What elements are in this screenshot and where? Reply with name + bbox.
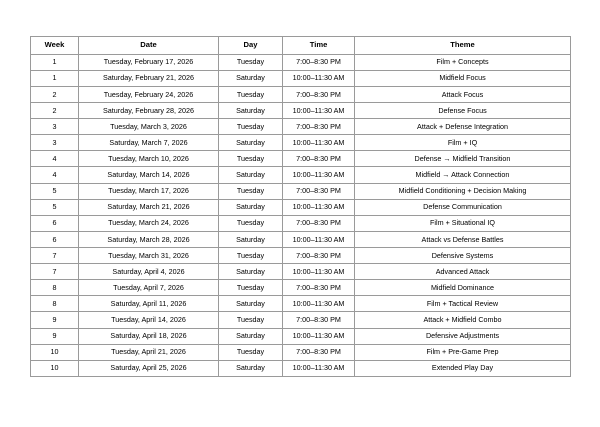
cell-time: 7:00–8:30 PM — [283, 344, 355, 360]
column-header-date: Date — [79, 37, 219, 55]
cell-theme: Film + IQ — [355, 135, 571, 151]
cell-date: Tuesday, March 17, 2026 — [79, 183, 219, 199]
cell-theme: Defense → Midfield Transition — [355, 151, 571, 167]
cell-date: Saturday, March 7, 2026 — [79, 135, 219, 151]
cell-theme: Film + Pre-Game Prep — [355, 344, 571, 360]
cell-day: Saturday — [219, 135, 283, 151]
cell-date: Tuesday, April 21, 2026 — [79, 344, 219, 360]
cell-theme: Defense Communication — [355, 199, 571, 215]
cell-date: Saturday, March 28, 2026 — [79, 231, 219, 247]
cell-theme: Attack + Midfield Combo — [355, 312, 571, 328]
cell-time: 10:00–11:30 AM — [283, 360, 355, 376]
table-row — [31, 264, 571, 280]
table-body — [31, 54, 571, 376]
cell-theme: Midfield Focus — [355, 70, 571, 86]
table-row — [31, 70, 571, 86]
schedule-table — [30, 36, 571, 377]
cell-week: 5 — [31, 199, 79, 215]
cell-time: 10:00–11:30 AM — [283, 135, 355, 151]
cell-week: 9 — [31, 312, 79, 328]
table-row — [31, 360, 571, 376]
cell-time: 10:00–11:30 AM — [283, 296, 355, 312]
cell-time: 10:00–11:30 AM — [283, 167, 355, 183]
cell-theme: Film + Concepts — [355, 54, 571, 70]
cell-week: 7 — [31, 248, 79, 264]
cell-day: Saturday — [219, 264, 283, 280]
cell-time: 7:00–8:30 PM — [283, 86, 355, 102]
cell-theme: Midfield Dominance — [355, 280, 571, 296]
cell-day: Tuesday — [219, 248, 283, 264]
cell-day: Tuesday — [219, 312, 283, 328]
table-row — [31, 328, 571, 344]
column-header-theme: Theme — [355, 37, 571, 55]
cell-week: 1 — [31, 70, 79, 86]
cell-theme: Defense Focus — [355, 103, 571, 119]
table-row — [31, 215, 571, 231]
cell-time: 10:00–11:30 AM — [283, 103, 355, 119]
table-row — [31, 344, 571, 360]
cell-week: 8 — [31, 280, 79, 296]
cell-date: Tuesday, March 10, 2026 — [79, 151, 219, 167]
cell-date: Saturday, February 21, 2026 — [79, 70, 219, 86]
cell-date: Saturday, March 14, 2026 — [79, 167, 219, 183]
cell-theme: Attack Focus — [355, 86, 571, 102]
cell-theme: Film + Situational IQ — [355, 215, 571, 231]
cell-time: 7:00–8:30 PM — [283, 54, 355, 70]
cell-time: 7:00–8:30 PM — [283, 215, 355, 231]
cell-week: 9 — [31, 328, 79, 344]
cell-week: 3 — [31, 119, 79, 135]
cell-theme: Attack + Defense Integration — [355, 119, 571, 135]
cell-week: 4 — [31, 151, 79, 167]
table-row — [31, 167, 571, 183]
table-row — [31, 248, 571, 264]
cell-day: Tuesday — [219, 183, 283, 199]
cell-date: Tuesday, March 3, 2026 — [79, 119, 219, 135]
cell-week: 10 — [31, 344, 79, 360]
cell-day: Tuesday — [219, 344, 283, 360]
cell-week: 8 — [31, 296, 79, 312]
cell-theme: Film + Tactical Review — [355, 296, 571, 312]
column-header-day: Day — [219, 37, 283, 55]
cell-day: Saturday — [219, 231, 283, 247]
cell-day: Tuesday — [219, 54, 283, 70]
table-header — [31, 37, 571, 55]
cell-week: 1 — [31, 54, 79, 70]
cell-day: Saturday — [219, 70, 283, 86]
table-row — [31, 296, 571, 312]
cell-theme: Attack vs Defense Battles — [355, 231, 571, 247]
table-row — [31, 54, 571, 70]
cell-time: 7:00–8:30 PM — [283, 119, 355, 135]
cell-day: Tuesday — [219, 151, 283, 167]
cell-theme: Advanced Attack — [355, 264, 571, 280]
cell-day: Saturday — [219, 296, 283, 312]
cell-date: Tuesday, March 31, 2026 — [79, 248, 219, 264]
column-header-week: Week — [31, 37, 79, 55]
cell-time: 10:00–11:30 AM — [283, 264, 355, 280]
cell-day: Tuesday — [219, 86, 283, 102]
table-row — [31, 231, 571, 247]
cell-date: Tuesday, February 24, 2026 — [79, 86, 219, 102]
cell-date: Saturday, April 18, 2026 — [79, 328, 219, 344]
cell-time: 7:00–8:30 PM — [283, 183, 355, 199]
table-row — [31, 280, 571, 296]
cell-day: Saturday — [219, 103, 283, 119]
table-row — [31, 183, 571, 199]
cell-week: 7 — [31, 264, 79, 280]
cell-day: Tuesday — [219, 119, 283, 135]
cell-date: Saturday, April 25, 2026 — [79, 360, 219, 376]
cell-date: Saturday, March 21, 2026 — [79, 199, 219, 215]
cell-date: Saturday, February 28, 2026 — [79, 103, 219, 119]
cell-date: Saturday, April 4, 2026 — [79, 264, 219, 280]
cell-theme: Defensive Adjustments — [355, 328, 571, 344]
table-row — [31, 151, 571, 167]
cell-time: 7:00–8:30 PM — [283, 151, 355, 167]
cell-day: Saturday — [219, 199, 283, 215]
cell-date: Tuesday, February 17, 2026 — [79, 54, 219, 70]
cell-day: Saturday — [219, 167, 283, 183]
cell-time: 7:00–8:30 PM — [283, 280, 355, 296]
cell-time: 10:00–11:30 AM — [283, 199, 355, 215]
table-header-row — [31, 37, 571, 55]
table-row — [31, 119, 571, 135]
cell-week: 6 — [31, 231, 79, 247]
cell-week: 3 — [31, 135, 79, 151]
cell-week: 2 — [31, 86, 79, 102]
cell-time: 10:00–11:30 AM — [283, 70, 355, 86]
cell-theme: Midfield Conditioning + Decision Making — [355, 183, 571, 199]
cell-date: Tuesday, April 14, 2026 — [79, 312, 219, 328]
cell-time: 7:00–8:30 PM — [283, 248, 355, 264]
cell-day: Tuesday — [219, 280, 283, 296]
cell-week: 4 — [31, 167, 79, 183]
table-row — [31, 103, 571, 119]
cell-time: 10:00–11:30 AM — [283, 328, 355, 344]
table-row — [31, 199, 571, 215]
table-row — [31, 135, 571, 151]
cell-week: 6 — [31, 215, 79, 231]
table-row — [31, 312, 571, 328]
cell-date: Tuesday, April 7, 2026 — [79, 280, 219, 296]
table-row — [31, 86, 571, 102]
cell-theme: Defensive Systems — [355, 248, 571, 264]
cell-week: 5 — [31, 183, 79, 199]
cell-day: Saturday — [219, 360, 283, 376]
cell-day: Tuesday — [219, 215, 283, 231]
cell-time: 10:00–11:30 AM — [283, 231, 355, 247]
cell-week: 10 — [31, 360, 79, 376]
cell-week: 2 — [31, 103, 79, 119]
cell-date: Saturday, April 11, 2026 — [79, 296, 219, 312]
cell-theme: Extended Play Day — [355, 360, 571, 376]
cell-day: Saturday — [219, 328, 283, 344]
column-header-time: Time — [283, 37, 355, 55]
cell-date: Tuesday, March 24, 2026 — [79, 215, 219, 231]
cell-time: 7:00–8:30 PM — [283, 312, 355, 328]
cell-theme: Midfield → Attack Connection — [355, 167, 571, 183]
